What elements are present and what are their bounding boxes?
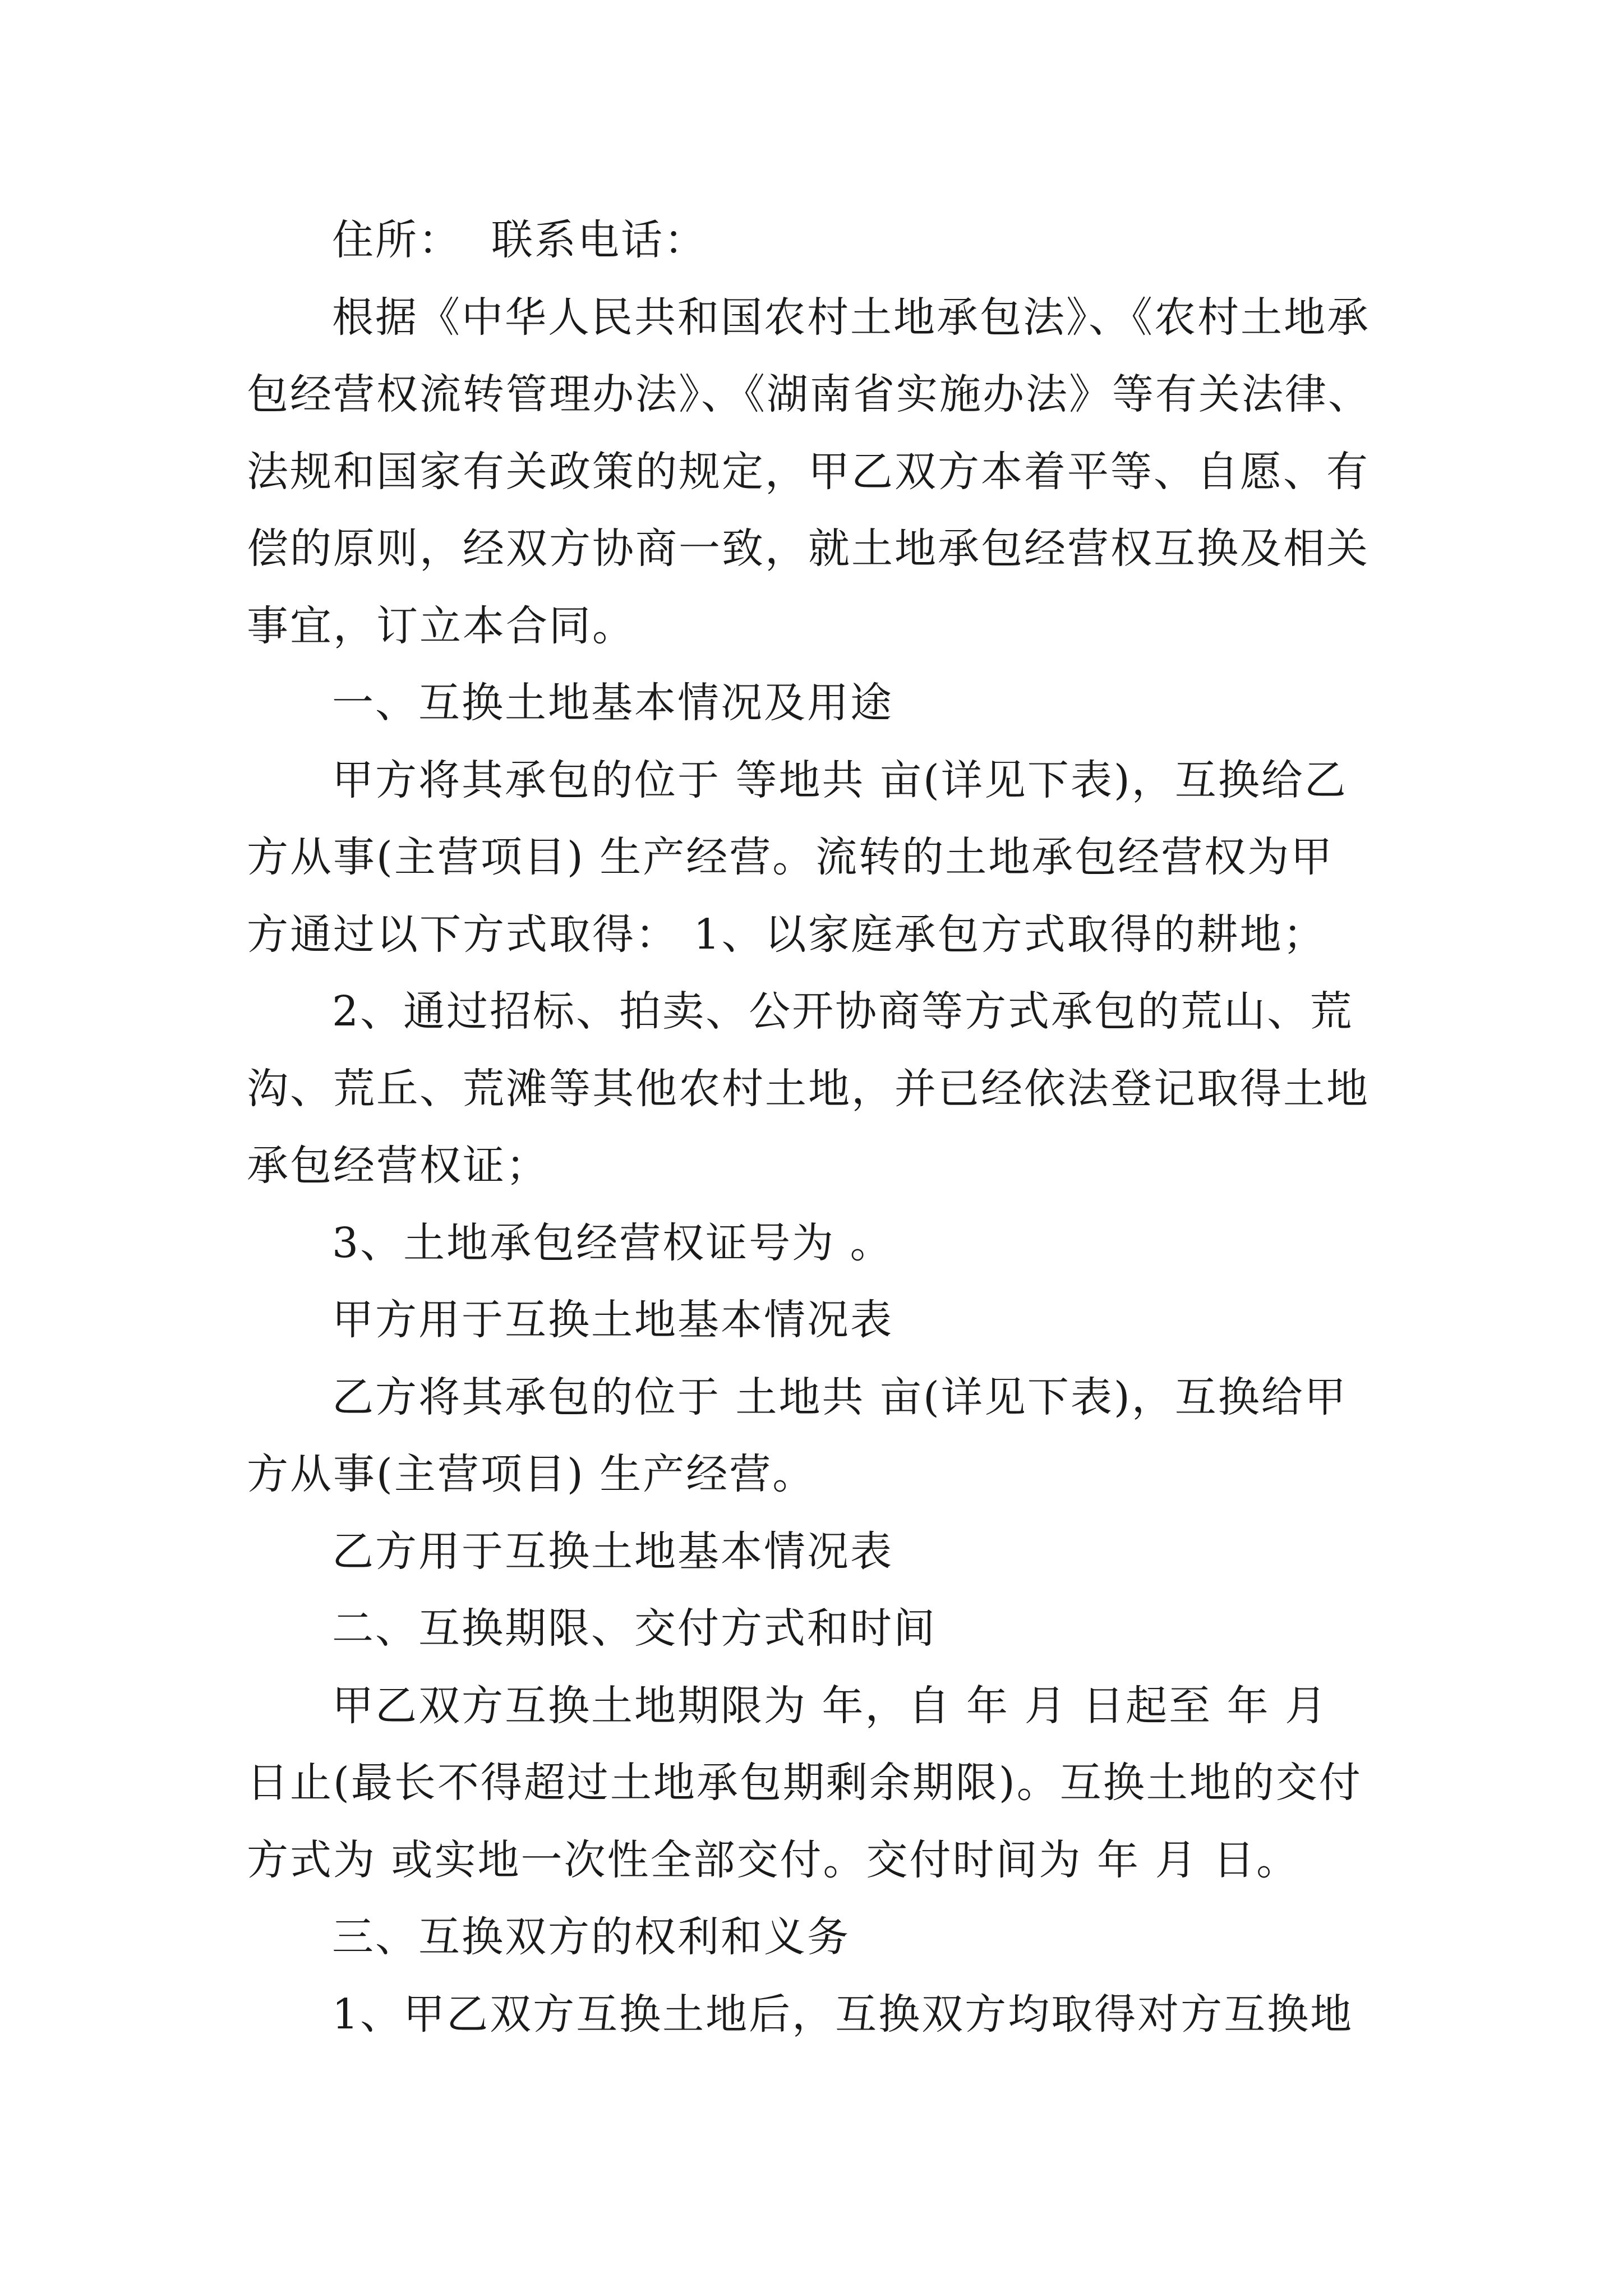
text-line: 包经营权流转管理办法》、《湖南省实施办法》等有关法律、 [247,370,1371,418]
text-line: 甲方用于互换土地基本情况表 [332,1296,893,1344]
text-line: 乙方用于互换土地基本情况表 [332,1527,893,1576]
text-line: 事宜，订立本合同。 [247,601,635,650]
text-line: 日止(最长不得超过土地承包期剩余期限)。互换土地的交付 [247,1759,1362,1807]
text-line: 3、土地承包经营权证号为 。 [332,1218,893,1267]
text-line: 根据《中华人民共和国农村土地承包法》、《农村土地承 [332,293,1370,342]
text-line: 承包经营权证； [247,1142,549,1190]
text-line: 乙方将其承包的位于 土地共 亩(详见下表)，互换给甲 [332,1373,1348,1421]
text-line: 偿的原则，经双方协商一致，就土地承包经营权互换及相关 [247,524,1370,573]
text-line: 甲方将其承包的位于 等地共 亩(详见下表)，互换给乙 [332,756,1348,804]
text-line: 1、甲乙双方互换土地后，互换双方均取得对方互换地 [332,1990,1354,2039]
text-line: 方从事(主营项目) 生产经营。 [247,1450,816,1498]
text-line: 住所： 联系电话： [332,216,708,264]
text-line: 二、互换期限、交付方式和时间 [332,1604,937,1653]
text-line: 2、通过招标、拍卖、公开协商等方式承包的荒山、荒 [332,987,1354,1036]
text-line: 三、互换双方的权利和义务 [332,1913,850,1961]
text-line: 一、互换土地基本情况及用途 [332,679,893,727]
text-line: 沟、荒丘、荒滩等其他农村土地，并已经依法登记取得土地 [247,1064,1370,1113]
text-line: 方通过以下方式取得： 1、以家庭承包方式取得的耕地； [247,910,1326,959]
text-line: 甲乙双方互换土地期限为 年，自 年 月 日起至 年 月 [332,1681,1329,1730]
text-line: 方式为 或实地一次性全部交付。交付时间为 年 月 日。 [247,1835,1300,1884]
text-line: 法规和国家有关政策的规定，甲乙双方本着平等、自愿、有 [247,447,1370,496]
text-line: 方从事(主营项目) 生产经营。流转的土地承包经营权为甲 [247,833,1334,881]
document-body [247,202,1385,2053]
